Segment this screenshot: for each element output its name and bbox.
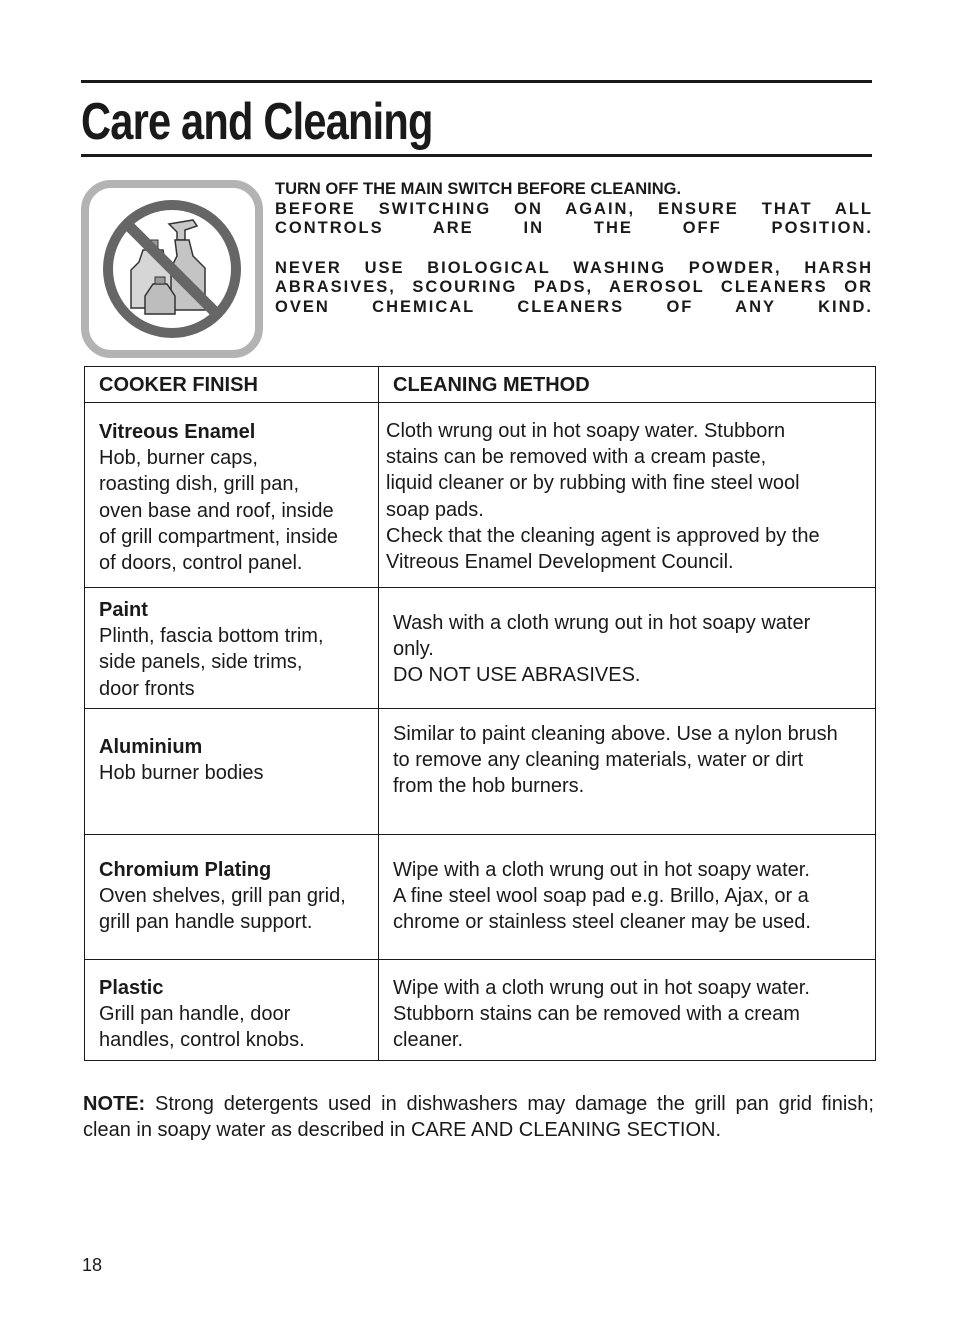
warning-controls-off-text: BEFORE SWITCHING ON AGAIN, ENSURE THAT ALL CONTROLS ARE IN THE OFF POSITION.: [275, 199, 873, 237]
table-row: [85, 588, 876, 709]
method-text: Similar to paint cleaning above. Use a nylon brush to remove any cleaning materials, water or dirt from the hob burners.: [393, 723, 838, 798]
warning-controls-off: [275, 200, 873, 239]
warning-no-harsh-cleaners: [275, 259, 873, 318]
finish-cell: [85, 960, 379, 1061]
method-text: Cloth wrung out in hot soapy water. Stubborn stains can be removed with a cream paste, liquid cleaner or by rubbing with fine steel wool soap pads. Check that the cleaning agent is approved by the Vitreous Enamel Development Council.: [386, 420, 820, 574]
top-rule: [81, 80, 872, 83]
finish-applies-to: Hob burner bodies: [99, 762, 264, 785]
warning-turn-off: TURN OFF THE MAIN SWITCH BEFORE CLEANING.: [275, 180, 682, 198]
method-cell: [379, 835, 876, 960]
table-row: [85, 960, 876, 1061]
finish-name: Aluminium: [99, 736, 203, 758]
finish-applies-to: Plinth, fascia bottom trim, side panels, side trims, door fronts: [99, 625, 324, 700]
finish-cell: [85, 588, 379, 709]
safety-warnings: [275, 180, 873, 317]
header-cooker-finish: COOKER FINISH: [85, 367, 379, 403]
finish-cell: [85, 835, 379, 960]
method-cell: [379, 960, 876, 1061]
method-cell: [379, 403, 876, 588]
page-number: 18: [82, 1255, 103, 1275]
page-title: Care and Cleaning: [81, 93, 433, 151]
method-cell: [379, 709, 876, 835]
method-text: Wash with a cloth wrung out in hot soapy water only. DO NOT USE ABRASIVES.: [393, 612, 811, 687]
finish-name: Plastic: [99, 977, 164, 999]
finish-applies-to: Oven shelves, grill pan grid, grill pan handle support.: [99, 885, 346, 934]
table-header-row: [85, 367, 876, 403]
finish-name: Paint: [99, 599, 148, 621]
method-cell: [379, 588, 876, 709]
note-paragraph: [83, 1091, 874, 1143]
finish-applies-to: Grill pan handle, door handles, control knobs.: [99, 1003, 305, 1052]
finish-cell: [85, 403, 379, 588]
title-underline-rule: [81, 154, 872, 157]
method-text: Wipe with a cloth wrung out in hot soapy water. A fine steel wool soap pad e.g. Brillo, Ajax, or a chrome or stainless steel cleaner may be used.: [393, 859, 811, 934]
finish-name: Chromium Plating: [99, 859, 272, 881]
no-chemical-cleaners-icon: [81, 180, 263, 358]
finish-applies-to: Hob, burner caps, roasting dish, grill pan, oven base and roof, inside of grill compartment, inside of doors, control panel.: [99, 447, 338, 575]
table-row: [85, 709, 876, 835]
finish-cell: [85, 709, 379, 835]
table-row: [85, 403, 876, 588]
note-text: Strong detergents used in dishwashers may damage the grill pan grid finish; clean in soapy water as described in CARE AND CLEANING SECTION.: [83, 1093, 874, 1141]
cleaning-table: [84, 366, 876, 1061]
warning-no-harsh-cleaners-text: NEVER USE BIOLOGICAL WASHING POWDER, HARSH ABRASIVES, SCOURING PADS, AEROSOL CLEANERS OR OVEN CHEMICAL CLEANERS OF ANY KIND.: [275, 258, 873, 316]
note-label: NOTE:: [83, 1093, 146, 1115]
finish-name: Vitreous Enamel: [99, 421, 256, 443]
header-cleaning-method: CLEANING METHOD: [379, 367, 876, 403]
method-text: Wipe with a cloth wrung out in hot soapy water. Stubborn stains can be removed with a cream cleaner.: [393, 977, 810, 1052]
table-row: [85, 835, 876, 960]
